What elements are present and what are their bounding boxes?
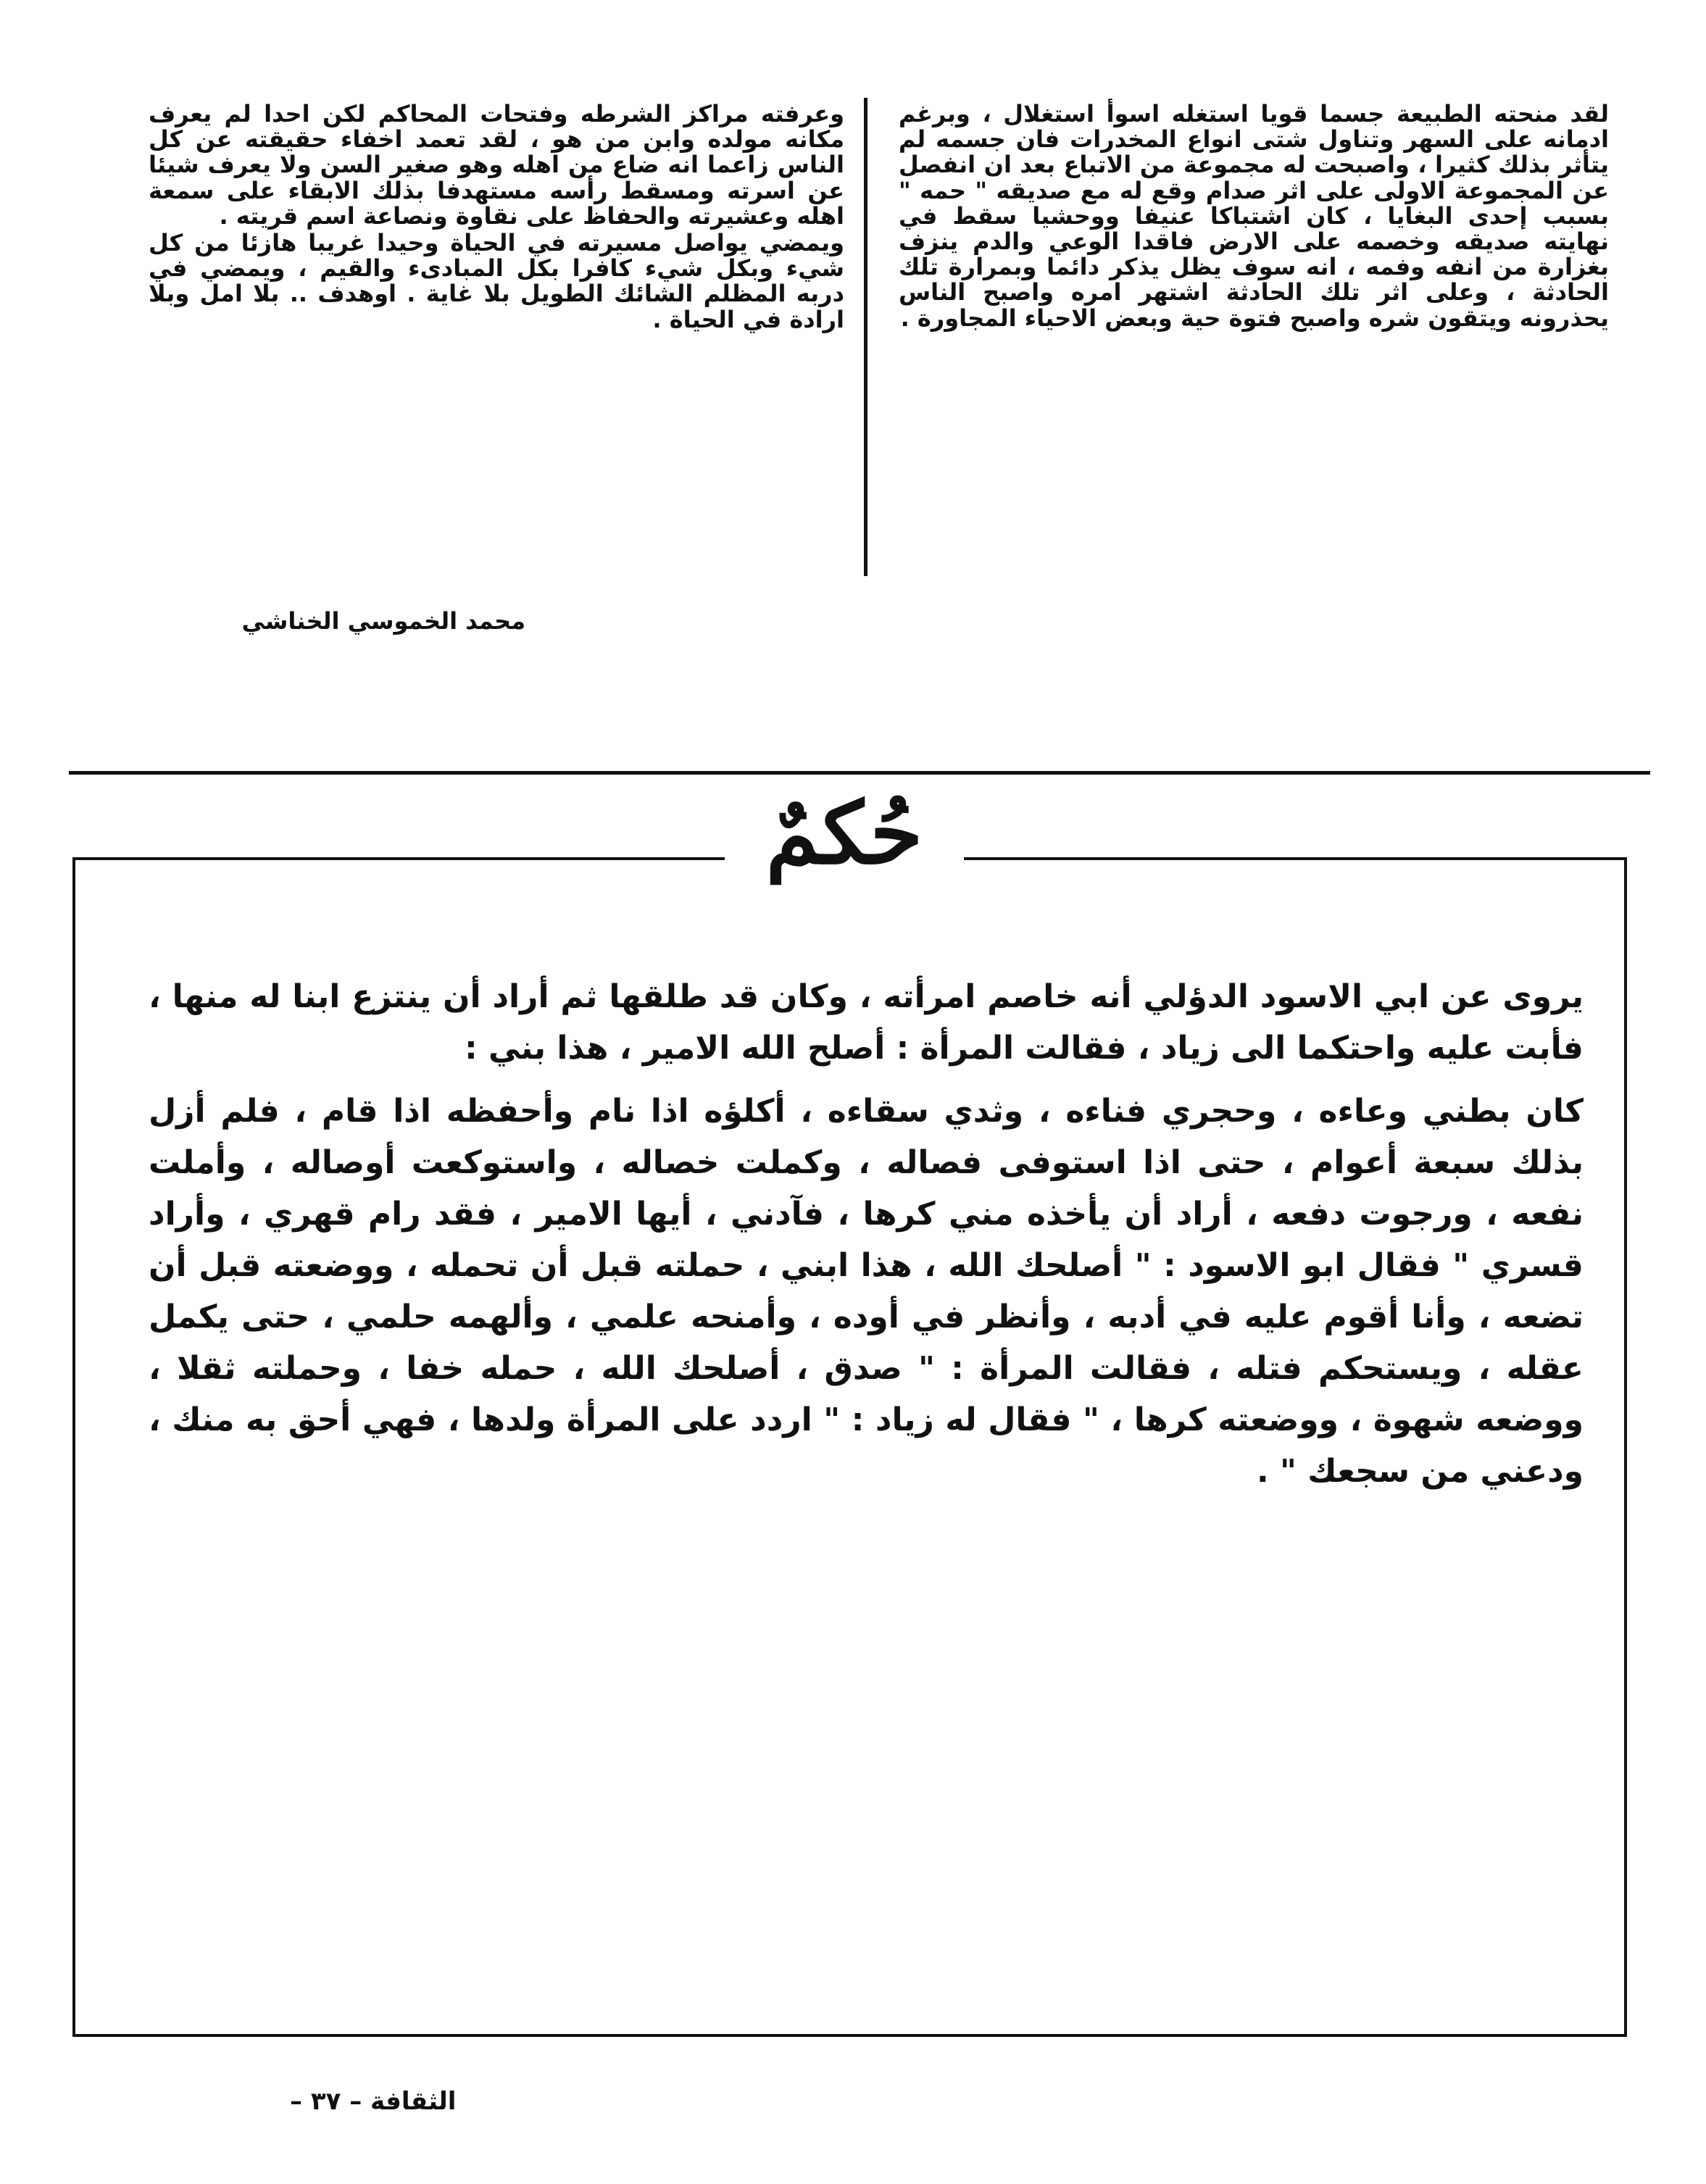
story-paragraph: يروى عن ابي الاسود الدؤلي أنه خاصم امرأته ، وكان قد طلقها ثم أراد أن ينتزع ابنا له منها ، فأبت عليه واحتكما الى زياد ، فقالت المرأة : أصلح الله الامير ، هذا بني : — [149, 978, 1584, 1067]
column-divider — [864, 98, 867, 576]
page-footer: الثقافة – ٣٧ – — [290, 2087, 457, 2116]
boxed-story-title-wrap — [725, 779, 964, 888]
article-paragraph: لقد منحته الطبيعة جسما قويا استغله اسوأ استغلال ، وبرغم ادمانه على السهر وتناول شتى انواع المخدرات فان جسمه لم يتأثر بذلك كثيرا ، واصبحت له مجموعة من الاتباع بعد ان انفصل عن المجموعة الاولى على اثر صدام وقع له مع صديقه " حمه " بسبب إحدى البغايا ، كان اشتباكا عنيفا ووحشيا سقط في نهايته صديقه وخصمه على الارض فاقدا الوعي والدم ينزف بغزارة من انفه وفمه ، انه سوف يظل يذكر دائما وبمرارة تلك الحادثة ، وعلى اثر تلك الحادثة اشتهر امره واصبح الناس يحذرونه ويتقون شره واصبح فتوة حية وبعض الاحياء المجاورة . — [899, 100, 1609, 332]
article-paragraph: ويمضي يواصل مسيرته في الحياة وحيدا غريبا هازئا من كل شيء وبكل شيء كافرا بكل المبادىء والقيم ، ويمضي في دربه المظلم الشائك الطويل بلا غاية . اوهدف .. بلا امل وبلا ارادة في الحياة . — [149, 229, 844, 333]
boxed-story-body — [149, 971, 1584, 1497]
article-column-right — [899, 101, 1609, 331]
boxed-story-title: حُكمٌ — [765, 783, 923, 883]
article-paragraph: وعرفته مراكز الشرطه وفتحات المحاكم لكن احدا لم يعرف مكانه مولده وابن من هو ، لقد تعمد اخفاء حقيقته عن كل الناس زاعما انه ضاع من اهله وهو صغير السن ولا يعرف شيئا عن اسرته ومسقط رأسه مستهدفا بذلك الابقاء على سمعة اهله وعشيرته والحفاظ على نقاوة ونصاعة اسم قريته . — [149, 100, 844, 230]
article-column-left — [149, 101, 844, 333]
story-paragraph: كان بطني وعاءه ، وحجري فناءه ، وثدي سقاءه ، أكلؤه اذا نام وأحفظه اذا قام ، فلم أزل بذلك سبعة أعوام ، حتى اذا استوفى فصاله ، وكملت خصاله ، واستوكعت أوصاله ، وأملت نفعه ، ورجوت دفعه ، أراد أن يأخذه مني كرها ، فآدني ، أيها الامير ، فقد رام قهري ، وأراد قسري " فقال ابو الاسود : " أصلحك الله ، هذا ابني ، حملته قبل أن تحمله ، ووضعته قبل أن تضعه ، وأنا أقوم عليه في أدبه ، وأنظر في أوده ، وأمنحه علمي ، وألهمه حلمي ، حتى يكمل عقله ، ويستحكم فتله ، فقالت المرأة : " صدق ، أصلحك الله ، حمله خفا ، وحملته ثقلا ، ووضعه شهوة ، ووضعته كرها ، " فقال له زياد : " اردد على المرأة ولدها ، فهي أحق به منك ، ودعني من سجعك " . — [149, 1093, 1584, 1490]
section-divider — [69, 771, 1650, 775]
article-author: محمد الخموسي الخناشي — [241, 607, 525, 635]
